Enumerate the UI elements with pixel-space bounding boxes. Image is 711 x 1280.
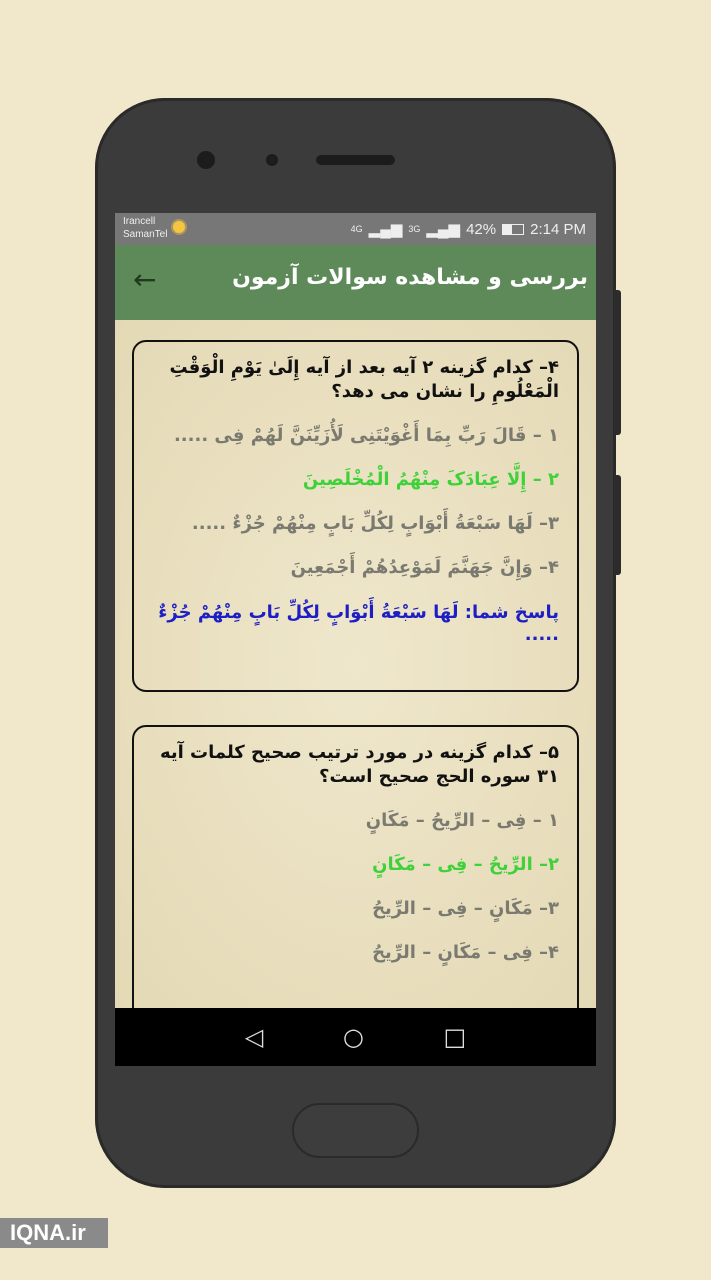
- question-card: [132, 725, 579, 1008]
- user-answer: پاسخ شما: لَهَا سَبْعَةُ أَبْوَابٍ لِکُلِّ بَابٍ مِنْهُمْ جُزْءٌ .....: [158, 602, 559, 645]
- screen: [115, 213, 596, 1066]
- home-button-hardware: [292, 1103, 419, 1158]
- questions-list[interactable]: [115, 320, 596, 1008]
- signal-bars-icon: ▂▄▆: [368, 221, 403, 238]
- question-text: ۵– کدام گزینه در مورد ترتیب صحیح کلمات آیه ۳۱ سوره الحج صحیح است؟: [159, 742, 559, 787]
- app-bar: [115, 245, 596, 320]
- nav-home-icon[interactable]: ○: [342, 1023, 364, 1051]
- battery-icon: [502, 224, 524, 235]
- navigation-bar: [115, 1008, 596, 1066]
- option: ۱ – قَالَ رَبِّ بِمَا أَغْوَیْتَنِی لَأُزَیِّنَنَّ لَهُمْ فِی .....: [173, 425, 559, 446]
- clock: 2:14 PM: [530, 220, 586, 238]
- power-button: [614, 475, 621, 575]
- sensor: [266, 154, 278, 166]
- option-correct: ۲ – إِلَّا عِبَادَکَ مِنْهُمُ الْمُخْلَصِینَ: [302, 469, 559, 490]
- option: ۳– لَهَا سَبْعَةُ أَبْوَابٍ لِکُلِّ بَابٍ مِنْهُمْ جُزْءٌ .....: [191, 513, 559, 534]
- carrier-1: Irancell: [123, 216, 156, 227]
- option: ۴– وَإِنَّ جَهَنَّمَ لَمَوْعِدُهُمْ أَجْمَعِینَ: [290, 557, 559, 578]
- option: ۱ – فِی – الرِّیحُ – مَکَانٍ: [365, 810, 559, 831]
- page-title: بررسی و مشاهده سوالات آزمون: [232, 265, 588, 290]
- option: ۳– مَکَانٍ – فِی – الرِّیحُ: [372, 898, 559, 919]
- question-card: [132, 340, 579, 692]
- volume-button: [614, 290, 621, 435]
- nav-back-icon[interactable]: ◁: [244, 1023, 264, 1051]
- carrier-names: [123, 215, 167, 241]
- option: ۴– فِی – مَکَانٍ – الرِّیحُ: [372, 942, 559, 963]
- status-bar: [115, 213, 596, 245]
- option-correct: ۲– الرِّیحُ – فِی – مَکَانٍ: [372, 854, 559, 875]
- weather-sun-icon: [173, 221, 185, 233]
- carrier-2: SamanTel: [123, 229, 168, 240]
- nav-recents-icon[interactable]: □: [443, 1023, 467, 1051]
- signal-bars-icon: ▂▄▆: [426, 221, 461, 238]
- signal-4g-icon: 4G: [350, 224, 363, 234]
- earpiece-speaker: [316, 155, 395, 165]
- question-text: ۴– کدام گزینه ۲ آیه بعد از آیه إِلَىٰ یَوْمِ الْوَقْتِ الْمَعْلُومِ را نشان می دهد؟: [169, 357, 559, 402]
- front-camera: [197, 151, 215, 169]
- iqna-watermark: IQNA.ir: [0, 1218, 108, 1248]
- signal-3g-icon: 3G: [408, 224, 421, 234]
- back-arrow-icon[interactable]: ←: [133, 263, 157, 296]
- battery-percent: 42%: [466, 220, 497, 238]
